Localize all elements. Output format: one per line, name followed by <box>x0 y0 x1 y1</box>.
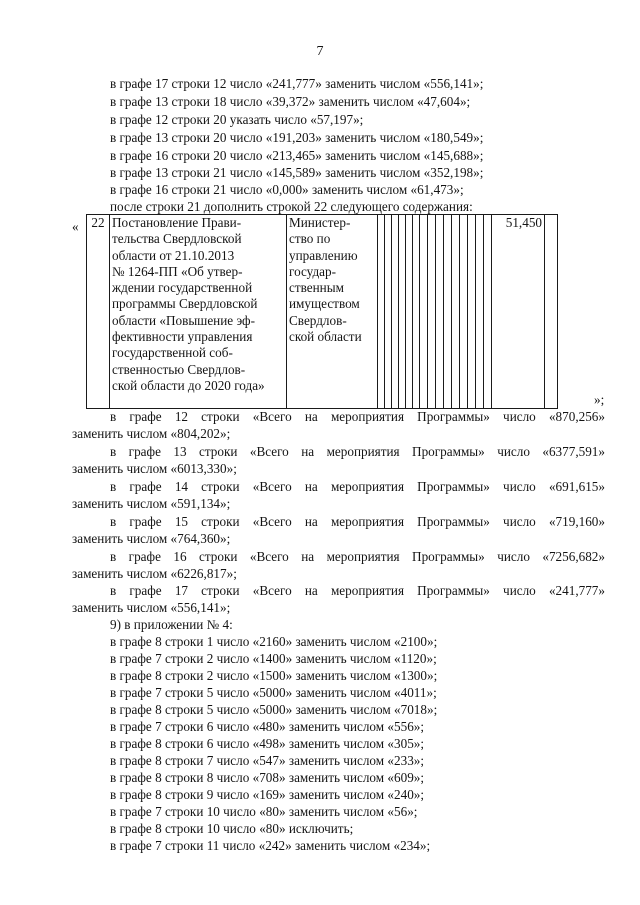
amendment-line: в графе 7 строки 11 число «242» заменить числом «234»; <box>110 838 431 853</box>
amendment-line: в графе 16 строки 21 число «0,000» заменить числом «61,473»; <box>110 182 464 197</box>
amendment-line: в графе 13 строки 21 число «145,589» заменить числом «352,198»; <box>110 165 484 180</box>
paragraph-second-line: заменить числом «6226,817»; <box>72 566 237 581</box>
paragraph-first-line: в графе 13 строки «Всего на мероприятия Программы» число «6377,591» <box>110 444 605 459</box>
empty-cell <box>413 215 420 409</box>
empty-cell <box>420 215 428 409</box>
empty-cell <box>428 215 436 409</box>
document-line: тельства Свердловской <box>112 231 242 247</box>
document-line: ской области до 2020 года» <box>112 377 265 393</box>
empty-cell <box>468 215 476 409</box>
executor-line: управлению <box>289 247 358 263</box>
executor-line: имуществом <box>289 296 360 312</box>
amendment-line: в графе 13 строки 20 число «191,203» заменить числом «180,549»; <box>110 130 484 145</box>
amendment-line: в графе 8 строки 7 число «547» заменить числом «233»; <box>110 753 425 768</box>
row-number: 22 <box>91 215 105 230</box>
paragraph-first-line: в графе 12 строки «Всего на мероприятия Программы» число «870,256» <box>110 409 605 424</box>
paragraph-first-line: в графе 17 строки «Всего на мероприятия Программы» число «241,777» <box>110 583 605 598</box>
executor-line: Свердлов- <box>289 312 347 328</box>
section-heading: 9) в приложении № 4: <box>110 617 233 632</box>
amendment-line: в графе 8 строки 1 число «2160» заменить числом «2100»; <box>110 634 438 649</box>
paragraph-second-line: заменить числом «6013,330»; <box>72 461 237 476</box>
value-amount: 51,450 <box>505 215 542 230</box>
amendment-line: в графе 8 строки 5 число «5000» заменить числом «7018»; <box>110 702 438 717</box>
paragraph-first-line: в графе 14 строки «Всего на мероприятия Программы» число «691,615» <box>110 479 605 494</box>
empty-cell <box>385 215 392 409</box>
document-line: № 1264-ПП «Об утвер- <box>112 263 243 279</box>
paragraph-first-line: в графе 16 строки «Всего на мероприятия Программы» число «7256,682» <box>110 549 605 564</box>
amendment-line: в графе 7 строки 10 число «80» заменить числом «56»; <box>110 804 418 819</box>
empty-cell <box>460 215 468 409</box>
amendment-line: в графе 13 строки 18 число «39,372» заменить числом «47,604»; <box>110 94 471 109</box>
document-line: программы Свердловской <box>112 296 258 312</box>
paragraph-first-line: в графе 15 строки «Всего на мероприятия Программы» число «719,160» <box>110 514 605 529</box>
executor-cell <box>287 215 378 409</box>
empty-cell <box>392 215 399 409</box>
amendment-line: в графе 17 строки 12 число «241,777» заменить числом «556,141»; <box>110 76 484 91</box>
amendment-line: в графе 16 строки 20 число «213,465» заменить числом «145,688»; <box>110 148 484 163</box>
empty-cell <box>476 215 484 409</box>
paragraph-second-line: заменить числом «556,141»; <box>72 600 231 615</box>
executor-line: государ- <box>289 263 336 279</box>
document-line: области «Повышение эф- <box>112 312 255 328</box>
paragraph-second-line: заменить числом «804,202»; <box>72 426 231 441</box>
amendment-line: в графе 8 строки 10 число «80» исключить; <box>110 821 354 836</box>
value-cell <box>492 215 545 409</box>
executor-line: ской области <box>289 329 362 345</box>
executor-line: ственным <box>289 280 344 296</box>
document-line: Постановление Прави- <box>112 215 242 230</box>
row-number-cell <box>87 215 110 409</box>
executor-line: ство по <box>289 231 331 247</box>
amendment-line: после строки 21 дополнить строкой 22 следующего содержания: <box>110 199 473 214</box>
empty-cell <box>484 215 492 409</box>
amendment-line: в графе 7 строки 6 число «480» заменить числом «556»; <box>110 719 425 734</box>
empty-cell <box>378 215 385 409</box>
document-line: ственностью Свердлов- <box>112 361 246 377</box>
page-number: 7 <box>316 44 324 59</box>
amendment-line: в графе 7 строки 5 число «5000» заменить числом «4011»; <box>110 685 437 700</box>
empty-cell <box>436 215 444 409</box>
amendment-line: в графе 8 строки 2 число «1500» заменить числом «1300»; <box>110 668 438 683</box>
empty-cell <box>399 215 406 409</box>
close-quote: »; <box>594 392 605 407</box>
document-cell <box>110 215 287 409</box>
paragraph-second-line: заменить числом «764,360»; <box>72 531 231 546</box>
amendment-line: в графе 12 строки 20 указать число «57,197»; <box>110 112 364 127</box>
empty-cell <box>406 215 413 409</box>
amendment-line: в графе 7 строки 2 число «1400» заменить числом «1120»; <box>110 651 437 666</box>
amendment-line: в графе 8 строки 6 число «498» заменить числом «305»; <box>110 736 425 751</box>
document-line: ждении государственной <box>112 280 253 296</box>
document-line: фективности управления <box>112 329 253 345</box>
document-line: области от 21.10.2013 <box>112 247 235 263</box>
open-quote: « <box>72 219 79 234</box>
empty-cell <box>545 215 558 409</box>
paragraph-second-line: заменить числом «591,134»; <box>72 496 231 511</box>
executor-line: Министер- <box>289 215 351 230</box>
document-line: государственной соб- <box>112 345 233 361</box>
empty-cell <box>452 215 460 409</box>
empty-cell <box>444 215 452 409</box>
inserted-row-table <box>86 214 558 409</box>
amendment-line: в графе 8 строки 8 число «708» заменить числом «609»; <box>110 770 425 785</box>
amendment-line: в графе 8 строки 9 число «169» заменить числом «240»; <box>110 787 425 802</box>
